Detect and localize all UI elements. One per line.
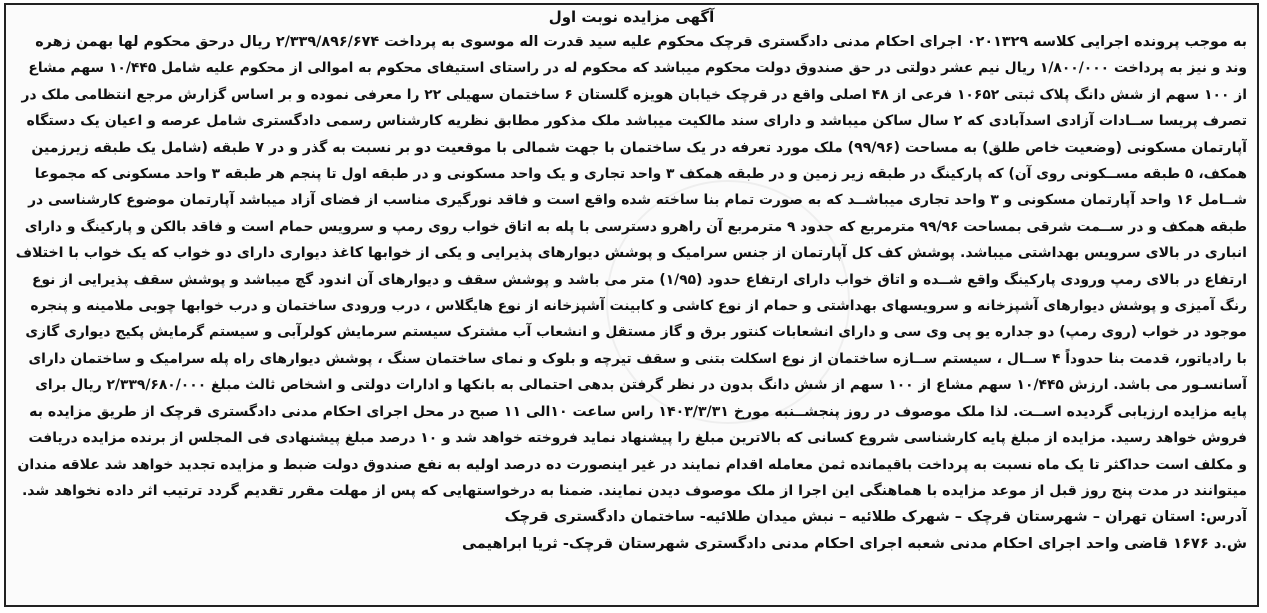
notice-line: آپارتمان مسکونی (وضعیت خاص طلق) به مساحت (۹۹/۹۶) ملک مورد تعرفه در یک ساختمان با جهت شمالی با موقعیت دو بر نسبت به گذر و در ۷ طبقه (شامل یک طبقه زیرزمین bbox=[31, 139, 1247, 156]
notice-title: آگهی مزایده نوبت اول bbox=[548, 8, 715, 26]
notice-address: آدرس: استان تهران – شهرستان قرچک – شهرک طلائیه – نبش میدان طلائیه- ساختمان دادگستری قرچک bbox=[504, 508, 1247, 526]
notice-line: و مکلف است حداکثر تا یک ماه نسبت به پرداخت باقیمانده ثمن معامله اقدام نمایند در غیر اینصورت ده درصد اولیه به نفع صندوق دولت ضبط و مزایده تجدید خواهد شد علاقه مندان bbox=[17, 456, 1247, 473]
notice-body bbox=[16, 29, 1247, 557]
notice-line: میتوانند در مدت پنج روز قبل از موعد مزایده با هماهنگی این اجرا از ملک موصوف دیدن نمایند. ضمنا به درخواستهایی که پس از مهلت مقرر تقدیم گردد ترتیب اثر داده نخواهد شد. bbox=[21, 482, 1247, 499]
notice-line: تصرف پریسا ســادات آزادی اسدآبادی که ۲ سال ساکن میباشد و دارای سند مالکیت میباشد ملک مذکور مطابق نظریه کارشناس رسمی دادگستری شامل عرصه و اعیان یک دستگاه bbox=[26, 113, 1247, 130]
notice-line: به موجب پرونده اجرایی کلاسه ۰۲۰۱۳۲۹ اجرای احکام مدنی دادگستری قرچک محکوم علیه سید قدرت اله موسوی به پرداخت ۲/۳۳۹/۸۹۶/۶۷۴ ریال درحق محکوم لها بهمن زهره bbox=[35, 34, 1247, 50]
notice-line: همکف، ۵ طبقه مســکونی روی آن) که پارکینگ در طبقه زیر زمین و در طبقه همکف ۳ واحد تجاری و یک واحد مسکونی و در طبقه اول تا پنجم هر طبقه ۳ واحد مسکونی که مجموعا bbox=[34, 166, 1247, 183]
notice-line: وند و نیز به پرداخت ۱/۸۰۰/۰۰۰ ریال نیم عشر دولتی در حق صندوق دولت محکوم میباشد که محکوم له در راستای استیفای محکوم به اموالی از محکوم علیه شامل ۱۰/۴۴۵ سهم مشاع bbox=[28, 60, 1247, 77]
notice-line: فروش خواهد رسید. مزایده از مبلغ پایه کارشناسی شروع کسانی که بالاترین مبلغ را پیشنهاد نماید فروخته خواهد شد و ۱۰ درصد مبلغ پیشنهادی فی المجلس از برنده مزایده دریافت bbox=[28, 430, 1247, 447]
notice-line: شــامل ۱۶ واحد آپارتمان مسکونی و ۳ واحد تجاری میباشــد که به صورت تمام بنا ساخته شده واقع است و فاقد نورگیری مناسب از فضای آزاد میباشد آپارتمان موضوع کارشناسی در bbox=[28, 192, 1247, 209]
notice-line: آسانسـور می باشد. ارزش ۱۰/۴۴۵ سهم مشاع از ۱۰۰ سهم از شش دانگ بدون در نظر گرفتن بدهی احتمالی به بانکها و ادارات دولتی و اشخاص ثالث مبلغ ۲/۳۳۹/۶۸۰/۰۰۰ ریال برای bbox=[35, 377, 1247, 394]
notice-line: با رادیاتور، قدمت بنا حدوداً ۴ ســال ، سیستم ســازه ساختمان از نوع اسکلت بتنی و سقف تیرچه و بلوک و نمای ساختمان سنگ ، پوشش دیوارهای راه پله سرامیک و ساختمان دارای bbox=[28, 350, 1247, 367]
notice-line: رنگ آمیزی و پوشش دیوارهای آشپزخانه و سرویسهای بهداشتی و حمام از نوع کاشی و کابینت آشپزخانه از نوع هایگلاس ، درب ورودی ساختمان و درب خوابها چوبی ملامینه و پنجره bbox=[30, 298, 1247, 315]
notice-line: موجود در خواب (روی رمپ) دو جداره یو پی وی سی و دارای انشعابات کنتور برق و گاز مستقل و انشعاب آب مشترک سیستم سرمایش کولرآبی و سیستم گرمایش پکیج دیواری گازی bbox=[25, 324, 1247, 341]
notice-frame bbox=[4, 3, 1259, 607]
notice-line: از ۱۰۰ سهم از شش دانگ پلاک ثبتی ۱۰۶۵۲ فرعی از ۴۸ اصلی واقع در قرچک خیابان هویزه گلستان ۶ ساختمان سهیلی ۲۲ را معرفی نموده و بر اساس گزارش مرجع انتظامی ملک در bbox=[21, 86, 1247, 103]
notice-line: طبقه همکف و در ســمت شرقی بمساحت ۹۹/۹۶ مترمربع که حدود ۹ مترمربع آن راهرو دسترسی با پله به اتاق خواب روی رمپ و سرویس حمام است و فاقد بالکن و پارکینگ و دارای bbox=[24, 218, 1247, 235]
notice-line: ارتفاع در بالای رمپ ورودی پارکینگ واقع شــده و اتاق خواب دارای ارتفاع حدود (۱/۹۵) متر می باشد و پوشش سقف و دیوارهای آن اندود گچ میباشد و پوشش سقف پذیرایی از نوع bbox=[32, 271, 1247, 288]
notice-line: انباری در بالای سرویس بهداشتی میباشد. پوشش کف کل آپارتمان از جنس سرامیک و پوشش دیوارهای پذیرایی و یکی از خوابها کاغذ دیواری دارای دو خواب که یک خواب با اختلاف bbox=[16, 245, 1247, 262]
notice-signature: ش.د ۱۶۷۶ قاضی واحد اجرای احکام مدنی شعبه اجرای احکام مدنی دادگستری شهرستان قرچک- ثریا ابراهیمی bbox=[462, 534, 1247, 552]
notice-line: پایه مزایده ارزیابی گردیده اســت. لذا ملک موصوف در روز پنجشــنبه مورخ ۱۴۰۳/۳/۳۱ راس ساعت ۱۰الی ۱۱ صبح در محل اجرای احکام مدنی دادگستری قرچک از طریق مزایده به bbox=[29, 403, 1247, 420]
notice-content bbox=[6, 5, 1257, 557]
